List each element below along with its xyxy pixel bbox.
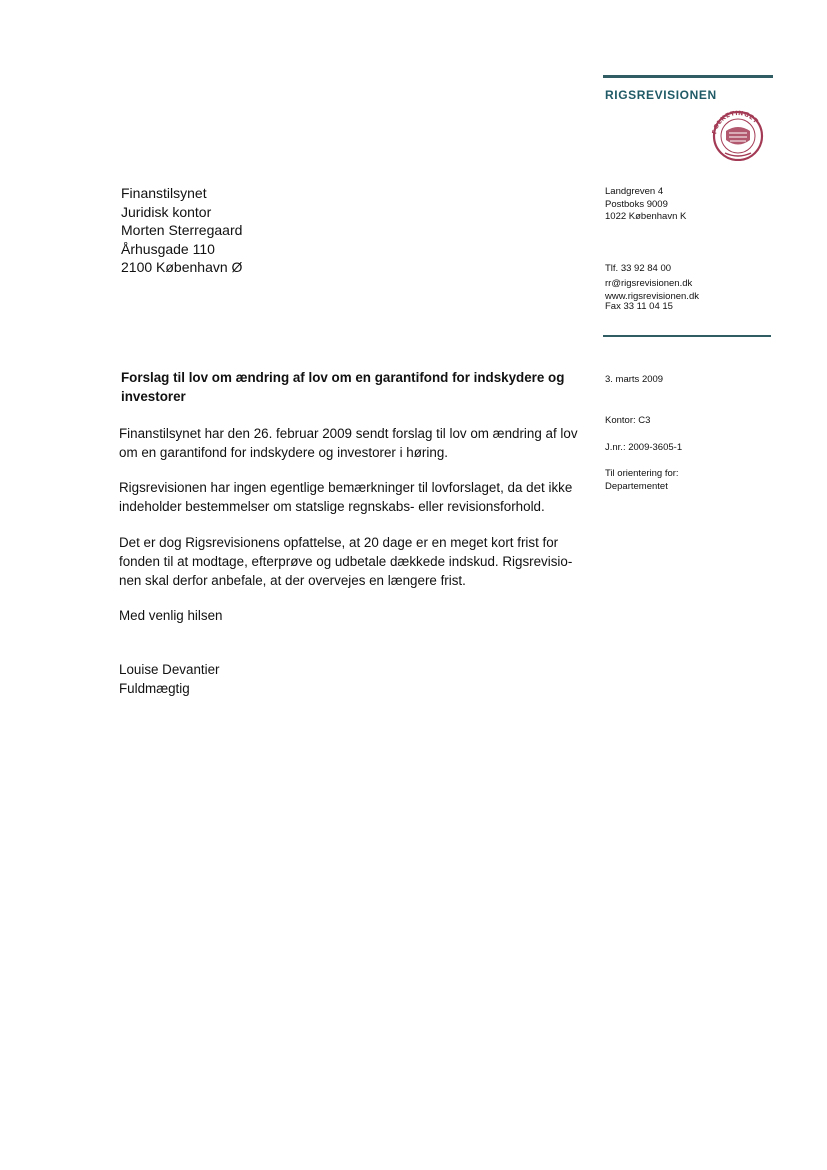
journal-number: J.nr.: 2009-3605-1 <box>605 442 683 453</box>
paragraph-3 <box>119 533 574 590</box>
recipient-line: 2100 København Ø <box>121 259 243 276</box>
office-label: Kontor: C3 <box>605 415 651 426</box>
closing: Med venlig hilsen <box>119 608 223 623</box>
folketinget-seal-icon <box>707 107 769 161</box>
paragraph-line: nen skal derfor anbefale, at der overvejes en længere frist. <box>119 573 466 588</box>
subject-line: investorer <box>121 389 186 404</box>
letter-subject <box>121 368 571 406</box>
cc-value: Departementet <box>605 480 668 492</box>
top-rule <box>603 75 773 78</box>
org-name: RIGSREVISIONEN <box>605 88 717 102</box>
recipient-line: Århusgade 110 <box>121 240 215 257</box>
paragraph-line: Rigsrevisionen har ingen egentlige bemærkninger til lovforslaget, da det ikke <box>119 480 573 495</box>
recipient-line: Juridisk kontor <box>121 203 212 220</box>
sender-city: 1022 København K <box>605 211 687 222</box>
paragraph-2 <box>119 478 574 516</box>
paragraph-line: fonden til at modtage, efterprøve og udbetale dækkede indskud. Rigsrevisio- <box>119 554 573 569</box>
sender-address <box>605 186 686 224</box>
sender-email[interactable]: rr@rigsrevisionen.dk <box>605 278 693 289</box>
paragraph-line: om en garantifond for indskydere og investorer i høring. <box>119 445 448 460</box>
sender-pobox: Postboks 9009 <box>605 198 668 210</box>
recipient-address <box>121 184 242 277</box>
sender-fax: Fax 33 11 04 15 <box>605 300 673 312</box>
paragraph-1 <box>119 424 578 462</box>
sender-phone: Tlf. 33 92 84 00 <box>605 263 672 274</box>
letter-date: 3. marts 2009 <box>605 374 664 385</box>
signer-name: Louise Devantier <box>119 662 220 677</box>
recipient-line: Finanstilsynet <box>121 185 207 201</box>
paragraph-line: Det er dog Rigsrevisionens opfattelse, at 20 dage er en meget kort frist for <box>119 535 559 550</box>
side-rule <box>603 335 771 337</box>
seal-text: FOLKETINGET <box>711 109 760 135</box>
paragraph-line: indeholder bestemmelser om statslige regnskabs- eller revisionsforhold. <box>119 499 545 514</box>
paragraph-line: Finanstilsynet har den 26. februar 2009 sendt forslag til lov om ændring af lov <box>119 426 578 441</box>
subject-line: Forslag til lov om ændring af lov om en garantifond for indskydere og <box>121 370 565 385</box>
cc-label: Til orientering for: <box>605 468 679 479</box>
sender-online <box>605 278 699 303</box>
sender-web[interactable]: www.rigsrevisionen.dk <box>605 290 699 302</box>
sender-street: Landgreven 4 <box>605 186 664 197</box>
signature-block <box>119 660 220 698</box>
recipient-line: Morten Sterregaard <box>121 222 243 239</box>
cc-block <box>605 468 679 493</box>
signer-title: Fuldmægtig <box>119 681 190 696</box>
